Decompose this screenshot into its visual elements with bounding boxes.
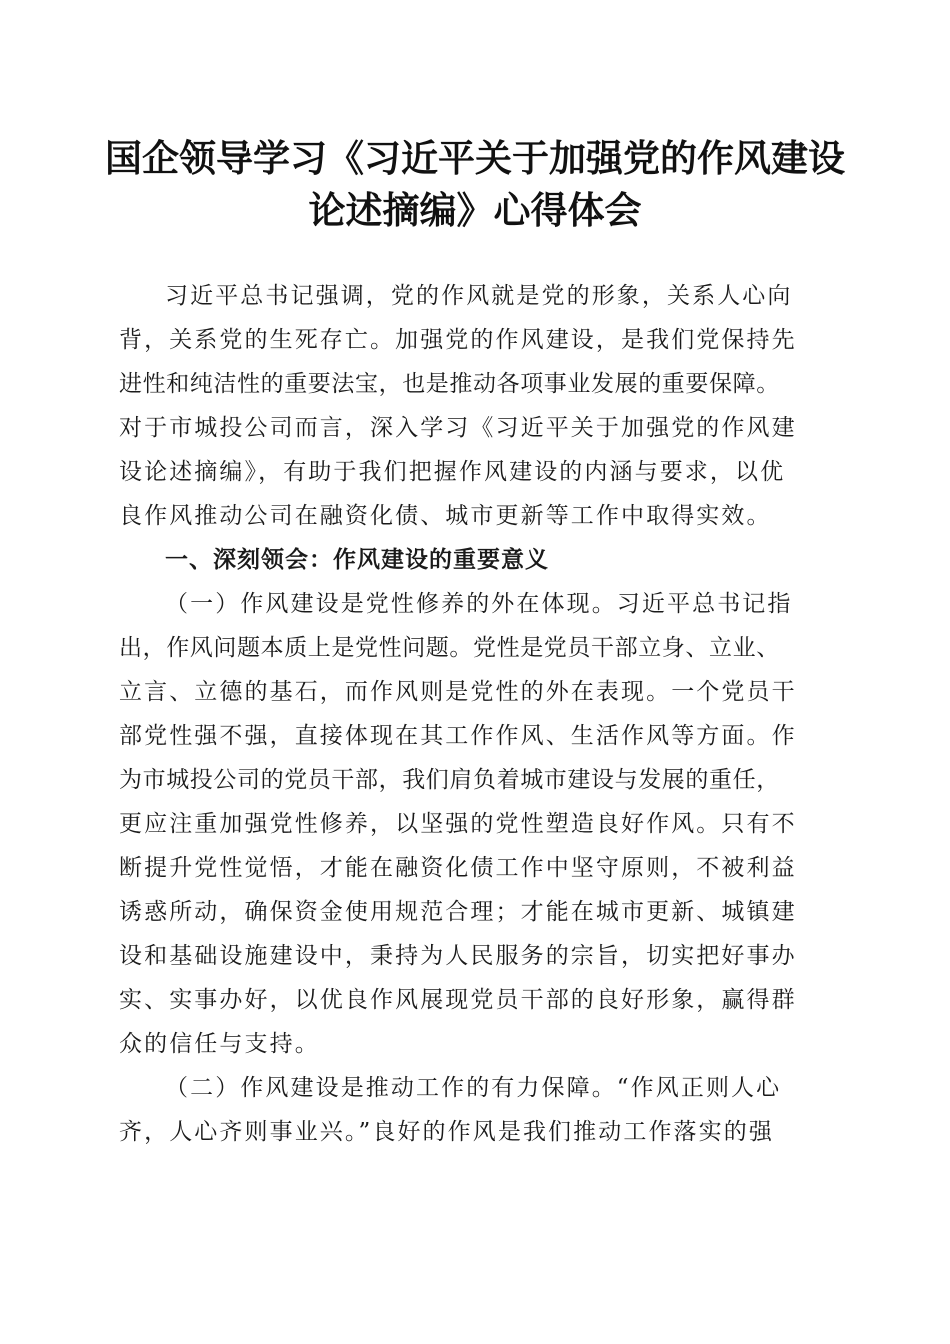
text-line: （一）作风建设是党性修养的外在体现。习近平总书记指 — [165, 591, 793, 617]
text-line: （二）作风建设是推动工作的有力保障。“作风正则人心 — [165, 1075, 782, 1101]
title-line-1: 国企领导学习《习近平关于加强党的作风建设 — [105, 136, 845, 180]
text-line: 更应注重加强党性修养，以坚强的党性塑造良好作风。只有不 — [119, 811, 797, 837]
document-body — [119, 274, 833, 1154]
text-line: 齐，人心齐则事业兴。”良好的作风是我们推动工作落实的强 — [119, 1119, 774, 1145]
intro-paragraph — [119, 274, 833, 538]
section-heading: 一、深刻领会：作风建设的重要意义 — [165, 547, 549, 573]
text-line: 习近平总书记强调，党的作风就是党的形象，关系人心向 — [165, 283, 793, 309]
text-line: 部党性强不强，直接体现在其工作作风、生活作风等方面。作 — [119, 723, 797, 749]
text-line: 立言、立德的基石，而作风则是党性的外在表现。一个党员干 — [119, 679, 797, 705]
text-line: 诱惑所动，确保资金使用规范合理；才能在城市更新、城镇建 — [119, 899, 797, 925]
text-line: 实、实事办好，以优良作风展现党员干部的良好形象，赢得群 — [119, 987, 797, 1013]
subsection-1-paragraph — [119, 582, 833, 1066]
text-line: 为市城投公司的党员干部，我们肩负着城市建设与发展的重任， — [119, 767, 780, 793]
title-line-2: 论述摘编》心得体会 — [308, 188, 642, 232]
text-line: 良作风推动公司在融资化债、城市更新等工作中取得实效。 — [119, 503, 772, 529]
text-line: 背，关系党的生死存亡。加强党的作风建设，是我们党保持先 — [119, 327, 797, 353]
text-line: 对于市城投公司而言，深入学习《习近平关于加强党的作风建 — [119, 415, 797, 441]
text-line: 断提升党性觉悟，才能在融资化债工作中坚守原则，不被利益 — [119, 855, 797, 881]
subsection-2-paragraph — [119, 1066, 833, 1154]
text-line: 设论述摘编》，有助于我们把握作风建设的内涵与要求，以优 — [119, 459, 786, 485]
text-line: 众的信任与支持。 — [119, 1031, 320, 1057]
text-line: 进性和纯洁性的重要法宝，也是推动各项事业发展的重要保障。 — [119, 371, 780, 397]
document-title — [100, 132, 850, 236]
text-line: 出，作风问题本质上是党性问题。党性是党员干部立身、立业、 — [119, 635, 780, 661]
text-line: 设和基础设施建设中，秉持为人民服务的宗旨，切实把好事办 — [119, 943, 797, 969]
